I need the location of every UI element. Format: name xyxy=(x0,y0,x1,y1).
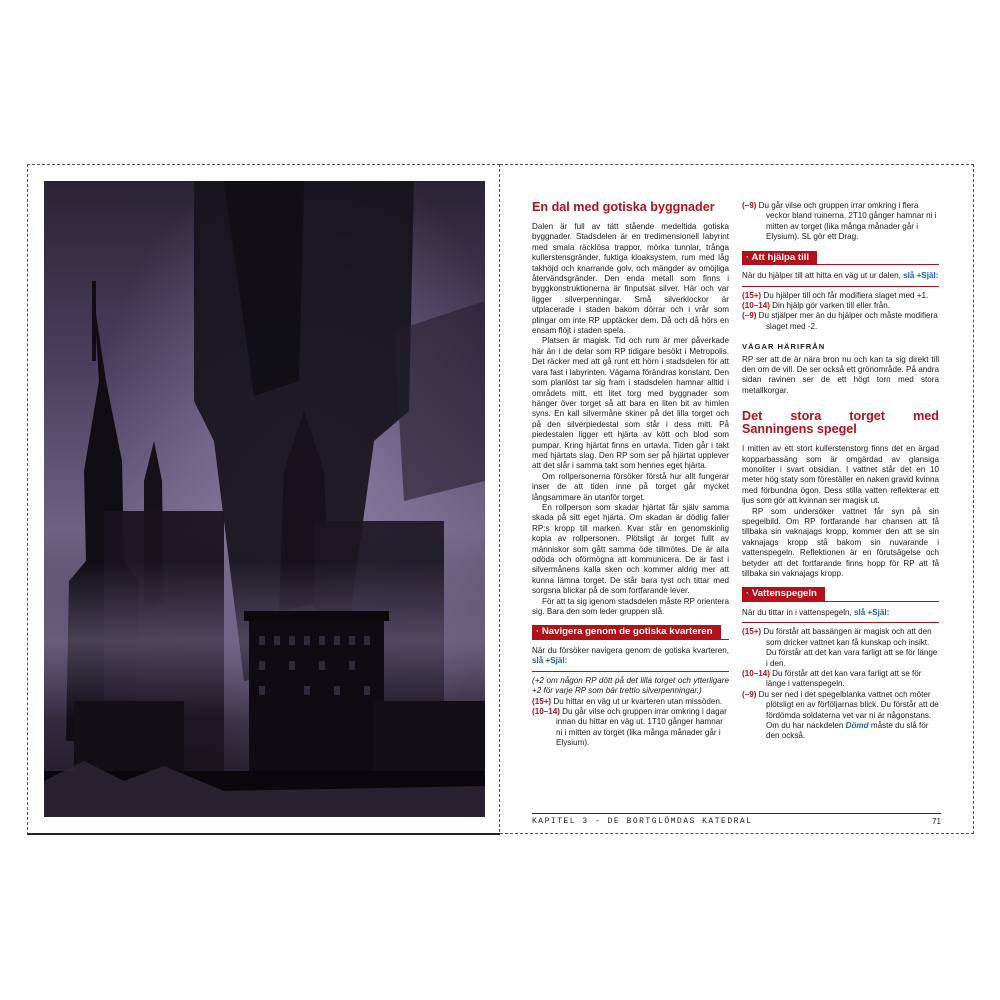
result-text: måste du slå för den också. xyxy=(766,721,929,741)
move-result xyxy=(742,311,939,332)
result-text: Du ser ned i det spegelblanka vattnet och möter plötsligt en av förföljarnas blick. Du förstår att de fördömda soldaterna vet var ni är någonstans. Om du har nackdelen xyxy=(758,689,939,731)
left-page xyxy=(27,164,500,835)
result-text: Din hjälp gör varken till eller från. xyxy=(772,300,891,310)
move-heading-help xyxy=(742,251,939,266)
result-text: Du hjälper till och får modifiera slaget med +1. xyxy=(763,290,929,300)
right-page xyxy=(500,164,974,834)
move-trigger-text: När du försöker navigera genom de gotiska kvarteren, xyxy=(532,645,729,655)
move-heading-label: · Att hjälpa till xyxy=(742,251,817,266)
section-heading-gothic-valley: En dal med gotiska byggnader xyxy=(532,200,715,214)
move-result xyxy=(742,291,939,301)
result-text: Du förstår att bassängen är magisk och att den som dricker vattnet kan få kunskap och insikt. Du förstår att det kan vara farligt att se för länge i den. xyxy=(763,627,938,668)
body-paragraph: För att ta sig igenom stadsdelen måste RP orientera sig. Bara den som leder gruppen slå. xyxy=(532,596,730,617)
roll-instruction: slå +Själ: xyxy=(903,271,939,281)
subheading-paths: VÄGAR HÄRIFRÅN xyxy=(742,342,826,352)
text-column-left xyxy=(532,201,729,749)
move-trigger xyxy=(742,271,939,281)
result-text: Du går vilse och gruppen irrar omkring i flera veckor bland ruinerna. 2T10 gånger hamnar ni i mitten av torget (lika många månader går i Elysium). SL gör ett Drag. xyxy=(758,201,937,242)
page-number: 71 xyxy=(932,817,941,826)
result-range: (15+) xyxy=(742,290,762,300)
move-divider xyxy=(532,671,729,672)
result-range: (–9) xyxy=(742,689,757,699)
result-text: Du stjälper mer än du hjälper och måste modifiera slaget med -2. xyxy=(758,311,938,331)
page-footer xyxy=(532,813,941,826)
result-range: (15+) xyxy=(742,627,762,637)
move-result xyxy=(742,690,939,742)
body-paragraph: En rollperson som skadar hjärtat får själv samma skada på sitt eget hjärta. Om skadan är dödlig faller RP:s kropp till marken. Kvar står en genomskinlig kopia av rollpersonen. Plötsligt är torget fullt av människor som gått samma öde tillmötes. De är alla odöda och oförmögna att kommunicera. De är fast i silvermånens kalla sken och kommer aldrig mer att kunna lämna torget. De står bara tyst och tittar med sorgsna blickar på de som fortfarande lever. xyxy=(532,502,729,596)
heading-rule xyxy=(742,601,939,602)
book-spread xyxy=(27,164,974,834)
body-paragraph: Om rollpersonerna försöker förstå hur allt fungerar inser de att tiden inne på torget går mycket långsammare än utanför torget. xyxy=(532,471,729,502)
move-heading-mirror xyxy=(742,587,939,602)
result-range: (15+) xyxy=(532,696,552,706)
move-heading-label: · Vattenspegeln xyxy=(742,587,825,602)
move-heading-navigate xyxy=(532,625,729,640)
result-range: (–9) xyxy=(742,201,757,210)
section-heading-great-square: Det stora torget med Sanningens spegel xyxy=(742,409,939,437)
body-paragraph: I mitten av ett stort kullerstenstorg finns det en ärgad kopparbassäng som är omgärdad av glansiga monoliter i svart obsidian. I vattnet står det en 10 meter hög staty som föreställer en naken gravid kvinna med förbundna ögon. Dess stilla vatten reflekterar ett ljus som gör att kvinnan ser magisk ut. xyxy=(742,444,939,506)
result-text: Du hittar en väg ut ur kvarteren utan missöden. xyxy=(553,696,723,706)
gothic-city-illustration xyxy=(44,181,485,817)
result-range: (10–14) xyxy=(742,669,770,678)
result-range: (10–14) xyxy=(742,300,770,310)
result-text: Du förstår att det kan vara farligt att se för länge i vattenspegeln. xyxy=(766,669,922,689)
chapter-title: KAPITEL 3 - DE BORTGLÖMDAS KATEDRAL xyxy=(532,817,753,826)
move-result xyxy=(742,627,939,669)
gothic-towers-artwork xyxy=(44,181,485,817)
disadvantage-keyword: Dömd xyxy=(845,721,869,731)
move-trigger xyxy=(532,646,729,667)
heading-rule xyxy=(532,639,729,640)
roll-instruction: slå +Själ: xyxy=(532,656,568,666)
result-range: (10–14) xyxy=(532,706,560,716)
body-paragraph: RP ser att de är nära bron nu och kan ta sig direkt till den om de vill. De ser också ett grönområde. På andra sidan ravinen ser de ett högt torn med stora metallkorgar. xyxy=(742,354,939,395)
move-trigger-text: När du tittar in i vattenspegeln, xyxy=(742,607,852,617)
move-divider xyxy=(742,286,939,287)
roll-instruction: slå +Själ: xyxy=(854,607,890,617)
heading-rule xyxy=(742,264,939,265)
text-column-right xyxy=(742,201,939,742)
move-result xyxy=(742,201,939,243)
body-paragraph: Platsen är magisk. Tid och rum är mer påverkade här än i de delar som RP tidigare besökt i Metropolis. Det räcker med att gå runt ett hörn i stadsdelen för att vara fast i labyrinten. Vägarna förändras konstant. Den som planlöst tar sig fram i stadsdelen hamnar alltid i områdets mitt, ett litet torg med byggnader som hänger över torget så att bara en liten bit av himlen syns. En kall silvermåne skiner på det lilla torget och på den silverpiedestal som står i dess mitt. På piedestalen ligger ett hjärta av kött och blod som pumpar. Kring hjärtat finns en urtavla. Tiden går i takt med hjärtats slag. Den RP som ser på hjärtat upplever att det slår i samma takt som hennes eget hjärta. xyxy=(532,336,729,471)
move-trigger-text: När du hjälper till att hitta en väg ut ur dalen, xyxy=(742,271,901,281)
body-paragraph: Dalen är full av tätt stående medeltida gotiska byggnader. Stadsdelen är en tredimensionell labyrint med smala räcklösa trappor, mörka tunnlar, trånga kullerstensgränder, fuktiga kloaksystem, rum med låg takhöjd och knarrande golv, och mängder av omöjliga återvändsgränder. Den enda metall som finns i byggkonstruktionerna är finputsat silver. Här och var ligger silverpenningar. Små silverklockor är utplacerade i staden bakom dörrar och i vrår som plingar om inte RP upptäcker dem. Då och då hörs en ensam flöjt i staden spela. xyxy=(532,222,729,336)
body-paragraph: RP som undersöker vattnet får syn på sin spegelbild. Om RP fortfarande har chansen att få tillbaka sin vaknajags kropp, kommer den att se sin vaknajags kropp stå bakom sin nuvarande i vattenspegeln. Reflektionen är en förutsägelse och betyder att det fortfarande finns hopp för RP att få tillbaka sin vaknajags kropp. xyxy=(742,506,939,579)
move-modifier-note: (+2 om någon RP dött på det lilla torget och ytterligare +2 för varje RP som bär trettio silverpenningar.) xyxy=(532,675,729,696)
move-result xyxy=(742,669,939,690)
move-trigger xyxy=(742,608,939,618)
move-result xyxy=(532,697,729,707)
result-range: (–9) xyxy=(742,311,757,321)
move-result xyxy=(532,707,729,749)
move-divider xyxy=(742,622,939,623)
move-heading-label: · Navigera genom de gotiska kvarteren xyxy=(532,625,721,640)
result-text: Du går vilse och gruppen irrar omkring i dagar innan du hittar en väg ut. 1T10 gånger hamnar ni i mitten av torget (lika många månader går i Elysium). xyxy=(556,706,727,748)
move-result xyxy=(742,301,939,311)
